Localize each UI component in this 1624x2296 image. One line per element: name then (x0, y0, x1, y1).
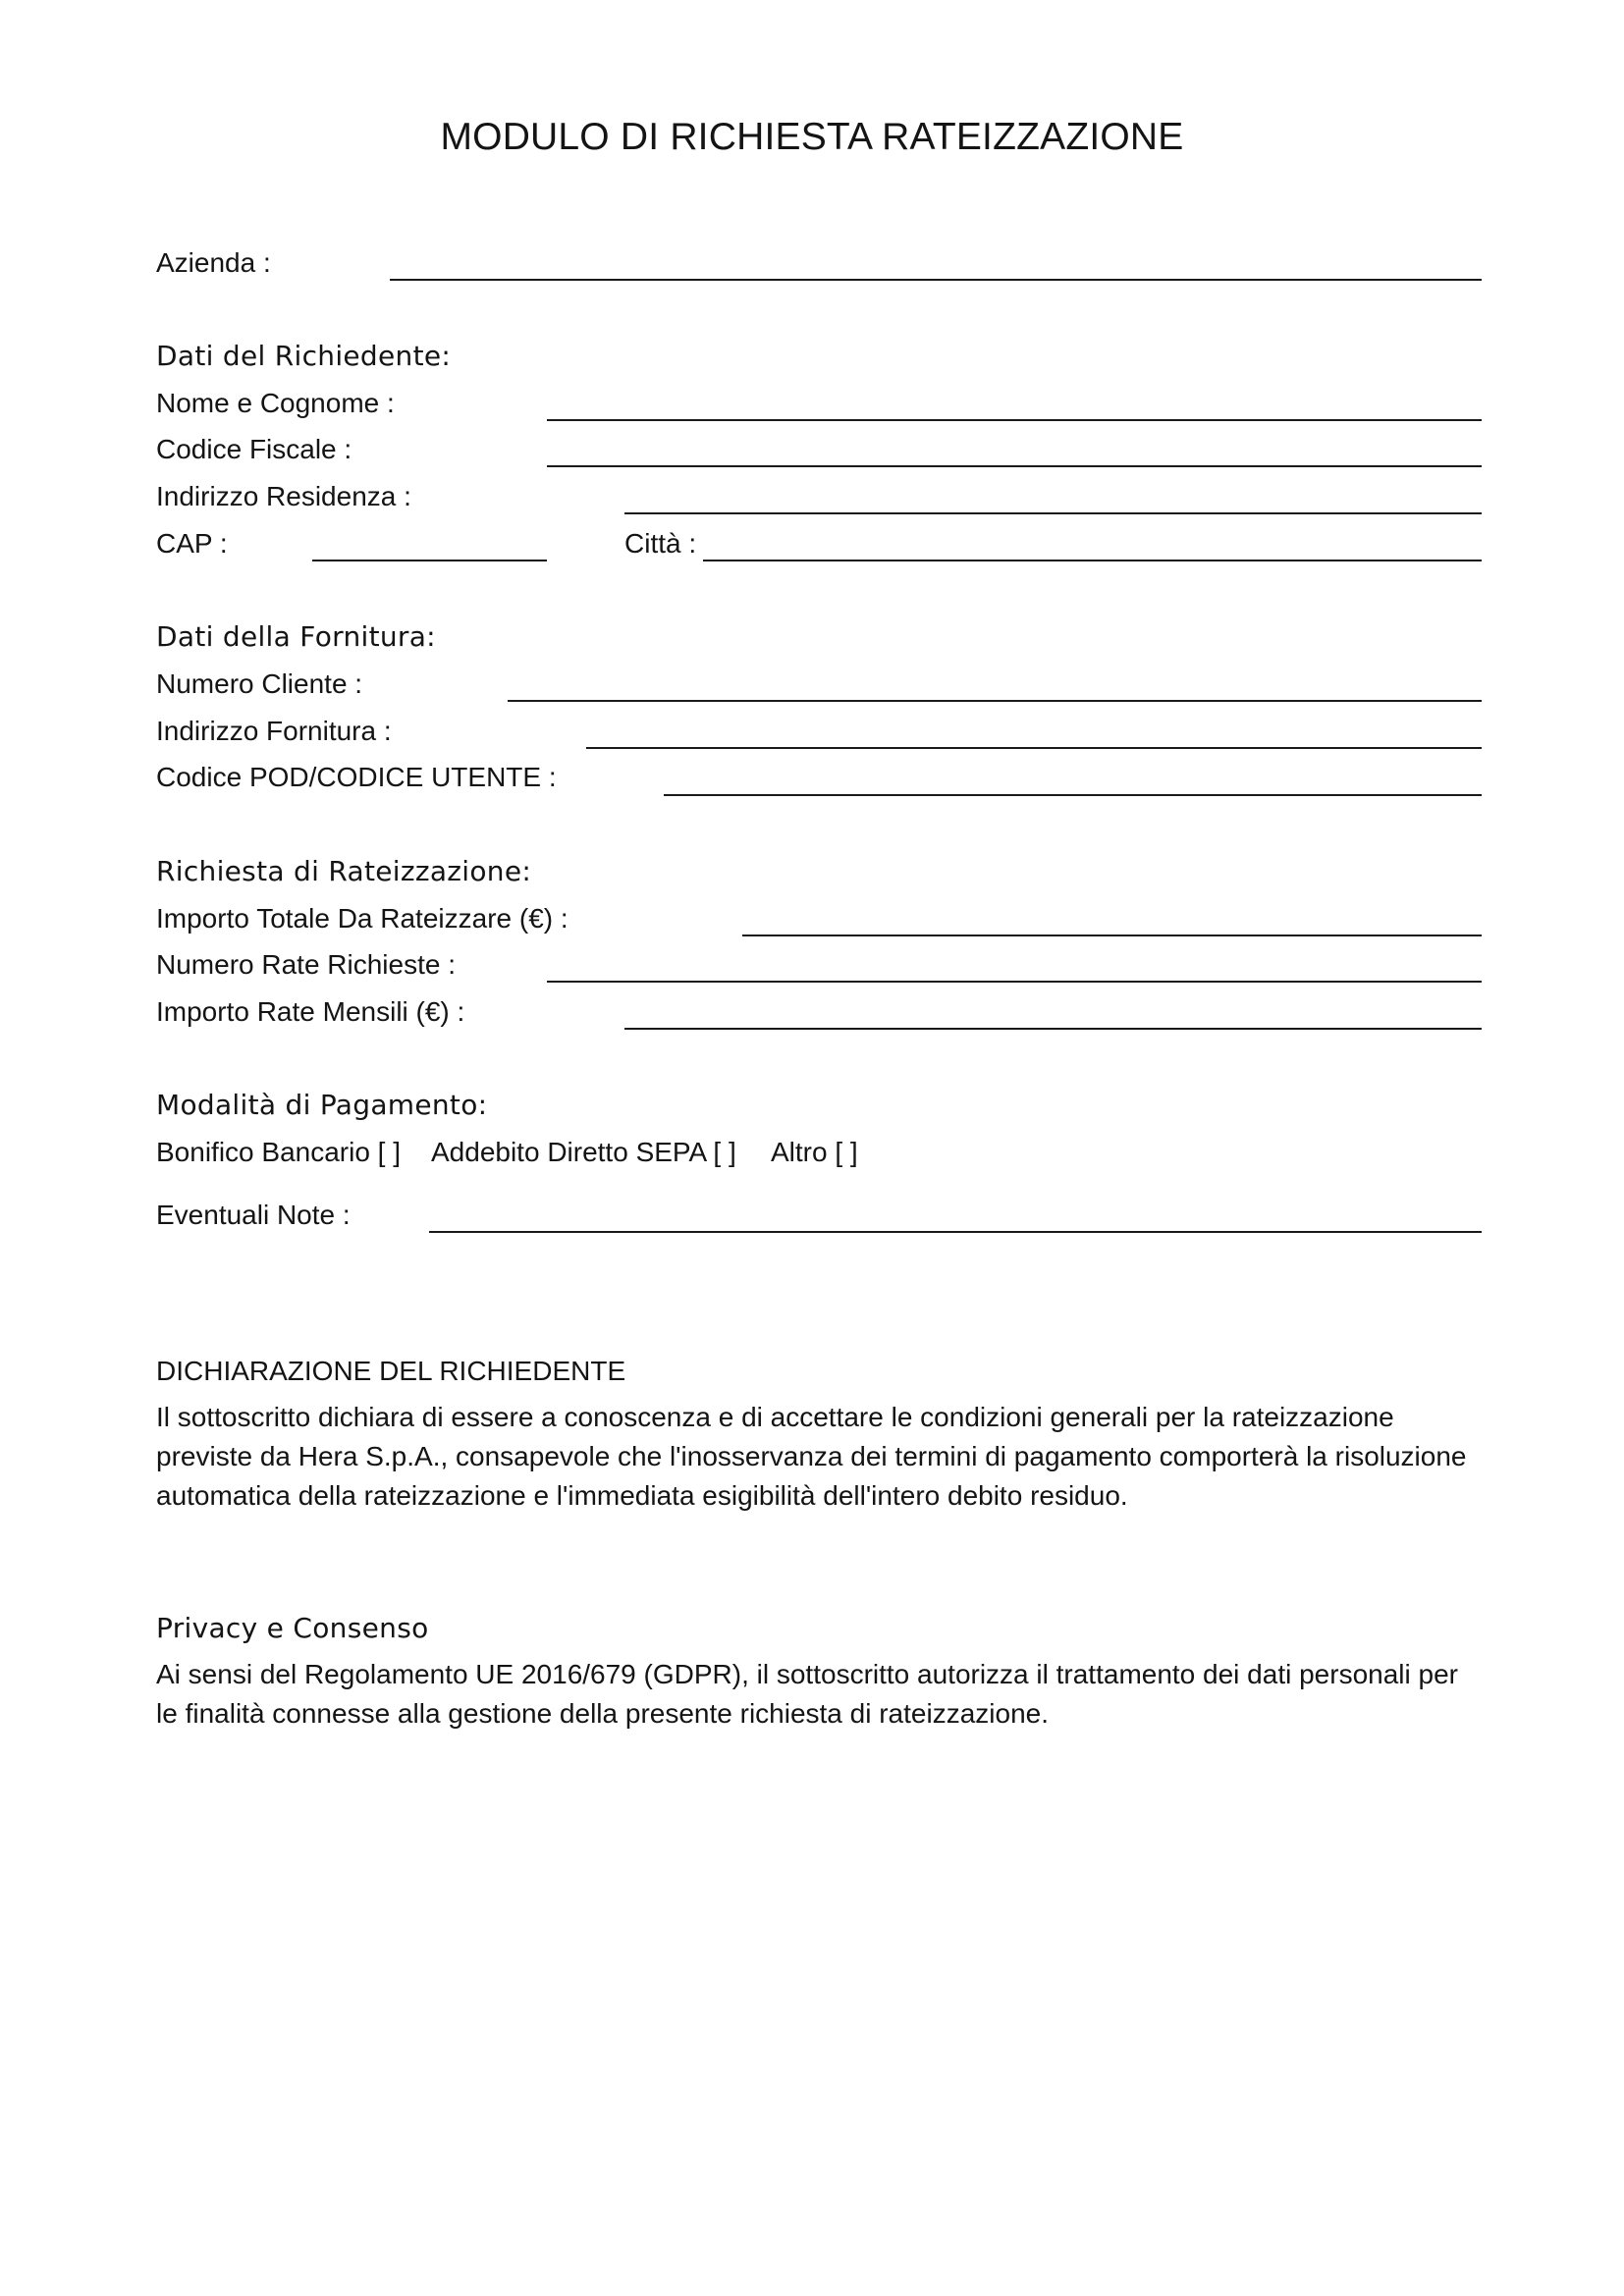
azienda-field[interactable] (390, 279, 1482, 281)
numero-rate-label: Numero Rate Richieste : (156, 949, 457, 980)
pagamento-heading: Modalità di Pagamento: (156, 1089, 488, 1121)
numero-rate-field[interactable] (547, 981, 1482, 983)
fornitura-heading: Dati della Fornitura: (156, 620, 436, 653)
numero-cliente-label: Numero Cliente : (156, 668, 363, 699)
citta-field[interactable] (703, 560, 1482, 561)
importo-totale-field[interactable] (742, 934, 1482, 936)
nome-cognome-field[interactable] (547, 419, 1482, 421)
dichiarazione-line: previste da Hera S.p.A., consapevole che l'inosservanza dei termini di pagamento comporterà la risoluzione (156, 1441, 1467, 1471)
checkbox-altro[interactable]: Altro [ ] (771, 1137, 858, 1167)
privacy-text (156, 1655, 1491, 1734)
rateizzazione-heading: Richiesta di Rateizzazione: (156, 855, 532, 887)
dichiarazione-line: automatica della rateizzazione e l'immediata esigibilità dell'intero debito residuo. (156, 1480, 1128, 1511)
note-field[interactable] (429, 1231, 1482, 1233)
dichiarazione-line: Il sottoscritto dichiara di essere a conoscenza e di accettare le condizioni generali per la rateizzazione (156, 1402, 1394, 1432)
document-title: MODULO DI RICHIESTA RATEIZZAZIONE (440, 116, 1184, 158)
cap-field[interactable] (312, 560, 547, 561)
importo-totale-label: Importo Totale Da Rateizzare (€) : (156, 903, 568, 934)
cap-label: CAP : (156, 528, 228, 559)
importo-rate-field[interactable] (624, 1028, 1482, 1030)
indirizzo-fornitura-field[interactable] (586, 747, 1482, 749)
dichiarazione-text (156, 1398, 1491, 1516)
privacy-line: Ai sensi del Regolamento UE 2016/679 (GDPR), il sottoscritto autorizza il trattamento dei dati personali per (156, 1659, 1458, 1689)
dichiarazione-heading: DICHIARAZIONE DEL RICHIEDENTE (156, 1356, 626, 1386)
codice-fiscale-label: Codice Fiscale : (156, 434, 352, 464)
azienda-label: Azienda : (156, 247, 271, 278)
codice-pod-field[interactable] (664, 794, 1482, 796)
privacy-heading: Privacy e Consenso (156, 1612, 429, 1644)
importo-rate-label: Importo Rate Mensili (€) : (156, 996, 465, 1027)
codice-pod-label: Codice POD/CODICE UTENTE : (156, 762, 557, 792)
richiedente-heading: Dati del Richiedente: (156, 340, 452, 372)
citta-label: Città : (624, 528, 697, 559)
checkbox-bonifico-bancario[interactable]: Bonifico Bancario [ ] (156, 1137, 402, 1167)
indirizzo-residenza-label: Indirizzo Residenza : (156, 481, 411, 511)
indirizzo-residenza-field[interactable] (624, 512, 1482, 514)
checkbox-addebito-sepa[interactable]: Addebito Diretto SEPA [ ] (431, 1137, 736, 1167)
privacy-line: le finalità connesse alla gestione della presente richiesta di rateizzazione. (156, 1698, 1049, 1729)
codice-fiscale-field[interactable] (547, 465, 1482, 467)
note-label: Eventuali Note : (156, 1200, 351, 1230)
indirizzo-fornitura-label: Indirizzo Fornitura : (156, 716, 392, 746)
numero-cliente-field[interactable] (508, 700, 1482, 702)
nome-cognome-label: Nome e Cognome : (156, 388, 395, 418)
